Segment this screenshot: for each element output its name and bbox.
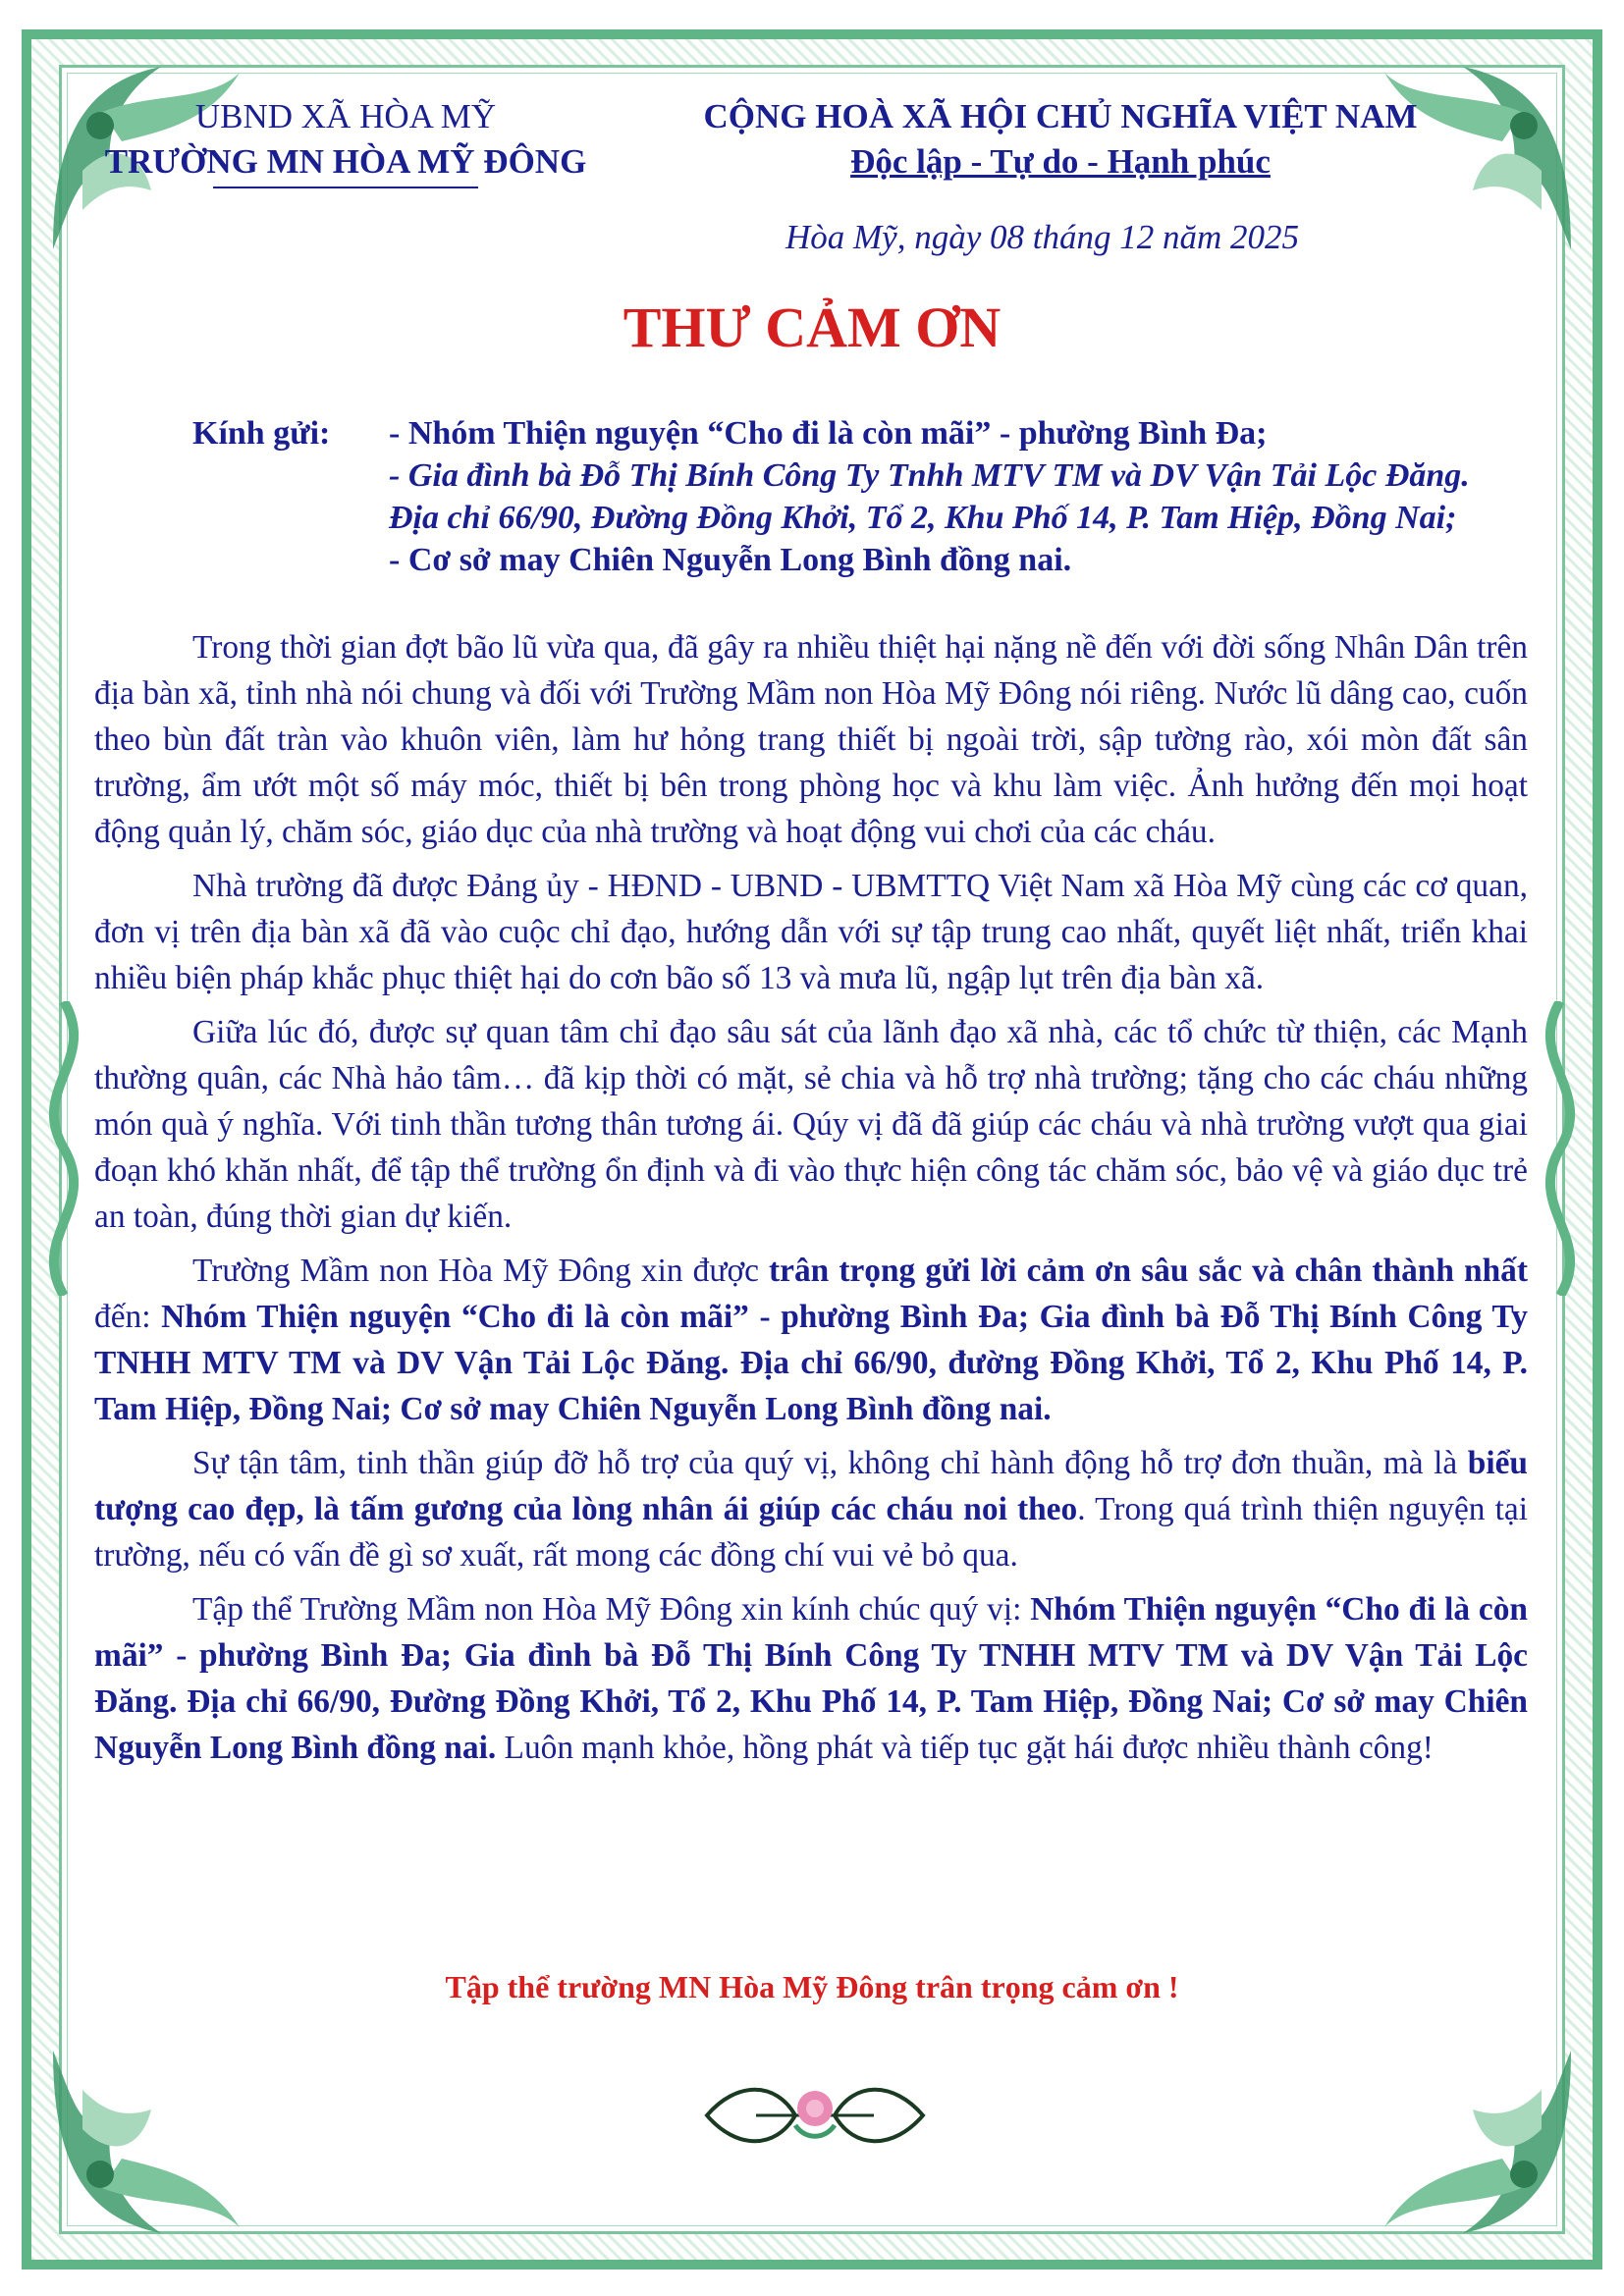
body-paragraph bbox=[94, 1586, 1528, 1771]
paragraph-text: . Trong quá trình thiện nguyện tại trường, nếu có vấn đề gì sơ xuất, rất mong các đồng chí vui vẻ bỏ qua. bbox=[94, 1491, 1528, 1574]
paragraph-text: đến: bbox=[94, 1299, 162, 1335]
paragraph-emphasis: Nhóm Thiện nguyện “Cho đi là còn mãi” - phường Bình Đa; Gia đình bà Đỗ Thị Bính Công Ty TNHH MTV TM và DV Vận Tải Lộc Đăng. Địa chỉ 66/90, đường Đồng Khởi, Tổ 2, Khu Phố 14, P. Tam Hiệp, Đồng Nai; Cơ sở may Chiên Nguyễn Long Bình đồng nai. bbox=[94, 1299, 1528, 1427]
flower-ornament-icon bbox=[697, 2071, 933, 2160]
issuer-authority: UBND XÃ HÒA MỸ bbox=[194, 97, 497, 135]
recipient-item: - Cơ sở may Chiên Nguyễn Long Bình đồng nai. bbox=[389, 542, 1072, 578]
body-paragraph: Nhà trường đã được Đảng ủy - HĐND - UBND - UBMTTQ Việt Nam xã Hòa Mỹ cùng các cơ quan, đơn vị trên địa bàn xã đã vào cuộc chỉ đạo, hướng dẫn với sự tập trung cao nhất, quyết liệt nhất, triển khai nhiều biện pháp khắc phục thiệt hại do cơn bão số 13 và mưa lũ, ngập lụt trên địa bàn xã. bbox=[94, 868, 1528, 996]
issuer-school: TRƯỜNG MN HÒA MỸ ĐÔNG bbox=[104, 142, 587, 181]
motto: Độc lập - Tự do - Hạnh phúc bbox=[850, 142, 1271, 181]
body-paragraph bbox=[94, 1248, 1528, 1432]
body-paragraph bbox=[94, 1440, 1528, 1578]
national-motto-block bbox=[628, 94, 1492, 185]
corner-ornament-icon bbox=[1375, 2041, 1581, 2247]
country-name: CỘNG HOÀ XÃ HỘI CHỦ NGHĨA VIỆT NAM bbox=[703, 97, 1418, 135]
recipients-label: Kính gửi: bbox=[192, 415, 331, 452]
paragraph-emphasis: Nhóm Thiện nguyện “Cho đi là còn mãi” - phường Bình Đa; Gia đình bà Đỗ Thị Bính Công Ty TNHH MTV TM và DV Vận Tải Lộc Đăng. Địa chỉ 66/90, Đường Đồng Khởi, Tổ 2, Khu Phố 14, P. Tam Hiệp, Đồng Nai; Cơ sở may Chiên Nguyễn Long Bình đồng nai. bbox=[94, 1591, 1528, 1766]
body-paragraph: Trong thời gian đợt bão lũ vừa qua, đã gây ra nhiều thiệt hại nặng nề đến với đời sống Nhân Dân trên địa bàn xã, tỉnh nhà nói chung và đối với Trường Mầm non Hòa Mỹ Đông nói riêng. Nước lũ dâng cao, cuốn theo bùn đất tràn vào khuôn viên, làm hư hỏng trang thiết bị ngoài trời, sập tường rào, xói mòn đất sân trường, ẩm ướt một số máy móc, thiết bị bên trong phòng học và khu làm việc. Ảnh hưởng đến mọi hoạt động quản lý, chăm sóc, giáo dục của nhà trường và hoạt động vui chơi của các cháu. bbox=[94, 629, 1528, 850]
issuer-block bbox=[71, 94, 621, 188]
paragraph-emphasis: biểu tượng cao đẹp, là tấm gương của lòng nhân ái giúp các cháu noi theo bbox=[94, 1445, 1528, 1527]
paragraph-text: Luôn mạnh khỏe, hồng phát và tiếp tục gặt hái được nhiều thành công! bbox=[496, 1730, 1434, 1766]
paragraph-emphasis: trân trọng gửi lời cảm ơn sâu sắc và chân thành nhất bbox=[769, 1253, 1528, 1289]
paragraph-text: Sự tận tâm, tinh thần giúp đỡ hỗ trợ của quý vị, không chỉ hành động hỗ trợ đơn thuần, mà là bbox=[192, 1445, 1468, 1481]
issuer-underline bbox=[213, 187, 478, 188]
letter-body bbox=[94, 624, 1528, 1779]
closing-line: Tập thể trường MN Hòa Mỹ Đông trân trọng cảm ơn ! bbox=[445, 1969, 1179, 2004]
letter-title: THƯ CẢM ƠN bbox=[623, 295, 1001, 359]
recipient-item: - Gia đình bà Đỗ Thị Bính Công Ty Tnhh MTV TM và DV Vận Tải Lộc Đăng. Địa chỉ 66/90, Đường Đồng Khởi, Tổ 2, Khu Phố 14, P. Tam Hiệp, Đồng Nai; bbox=[389, 457, 1470, 536]
side-ornament-icon bbox=[1526, 1001, 1595, 1296]
recipient-item: - Nhóm Thiện nguyện “Cho đi là còn mãi” - phường Bình Đa; bbox=[389, 415, 1268, 452]
letter-date: Hòa Mỹ, ngày 08 tháng 12 năm 2025 bbox=[785, 218, 1300, 256]
side-ornament-icon bbox=[29, 1001, 98, 1296]
paragraph-text: Tập thể Trường Mầm non Hòa Mỹ Đông xin kính chúc quý vị: bbox=[192, 1591, 1031, 1628]
paragraph-text: Trường Mầm non Hòa Mỹ Đông xin được bbox=[192, 1253, 770, 1289]
recipients-block bbox=[192, 412, 1528, 581]
corner-ornament-icon bbox=[43, 2041, 249, 2247]
body-paragraph: Giữa lúc đó, được sự quan tâm chỉ đạo sâu sát của lãnh đạo xã nhà, các tổ chức từ thiện, các Mạnh thường quân, các Nhà hảo tâm… đã kịp thời có mặt, sẻ chia và hỗ trợ nhà trường; tặng cho các cháu những món quà ý nghĩa. Với tinh thần tương thân tương ái. Qúy vị đã đã giúp các cháu và nhà trường vượt qua giai đoạn khó khăn nhất, để tập thể trường ổn định và đi vào thực hiện công tác chăm sóc, bảo vệ và giáo dục trẻ an toàn, đúng thời gian dự kiến. bbox=[94, 1014, 1528, 1235]
